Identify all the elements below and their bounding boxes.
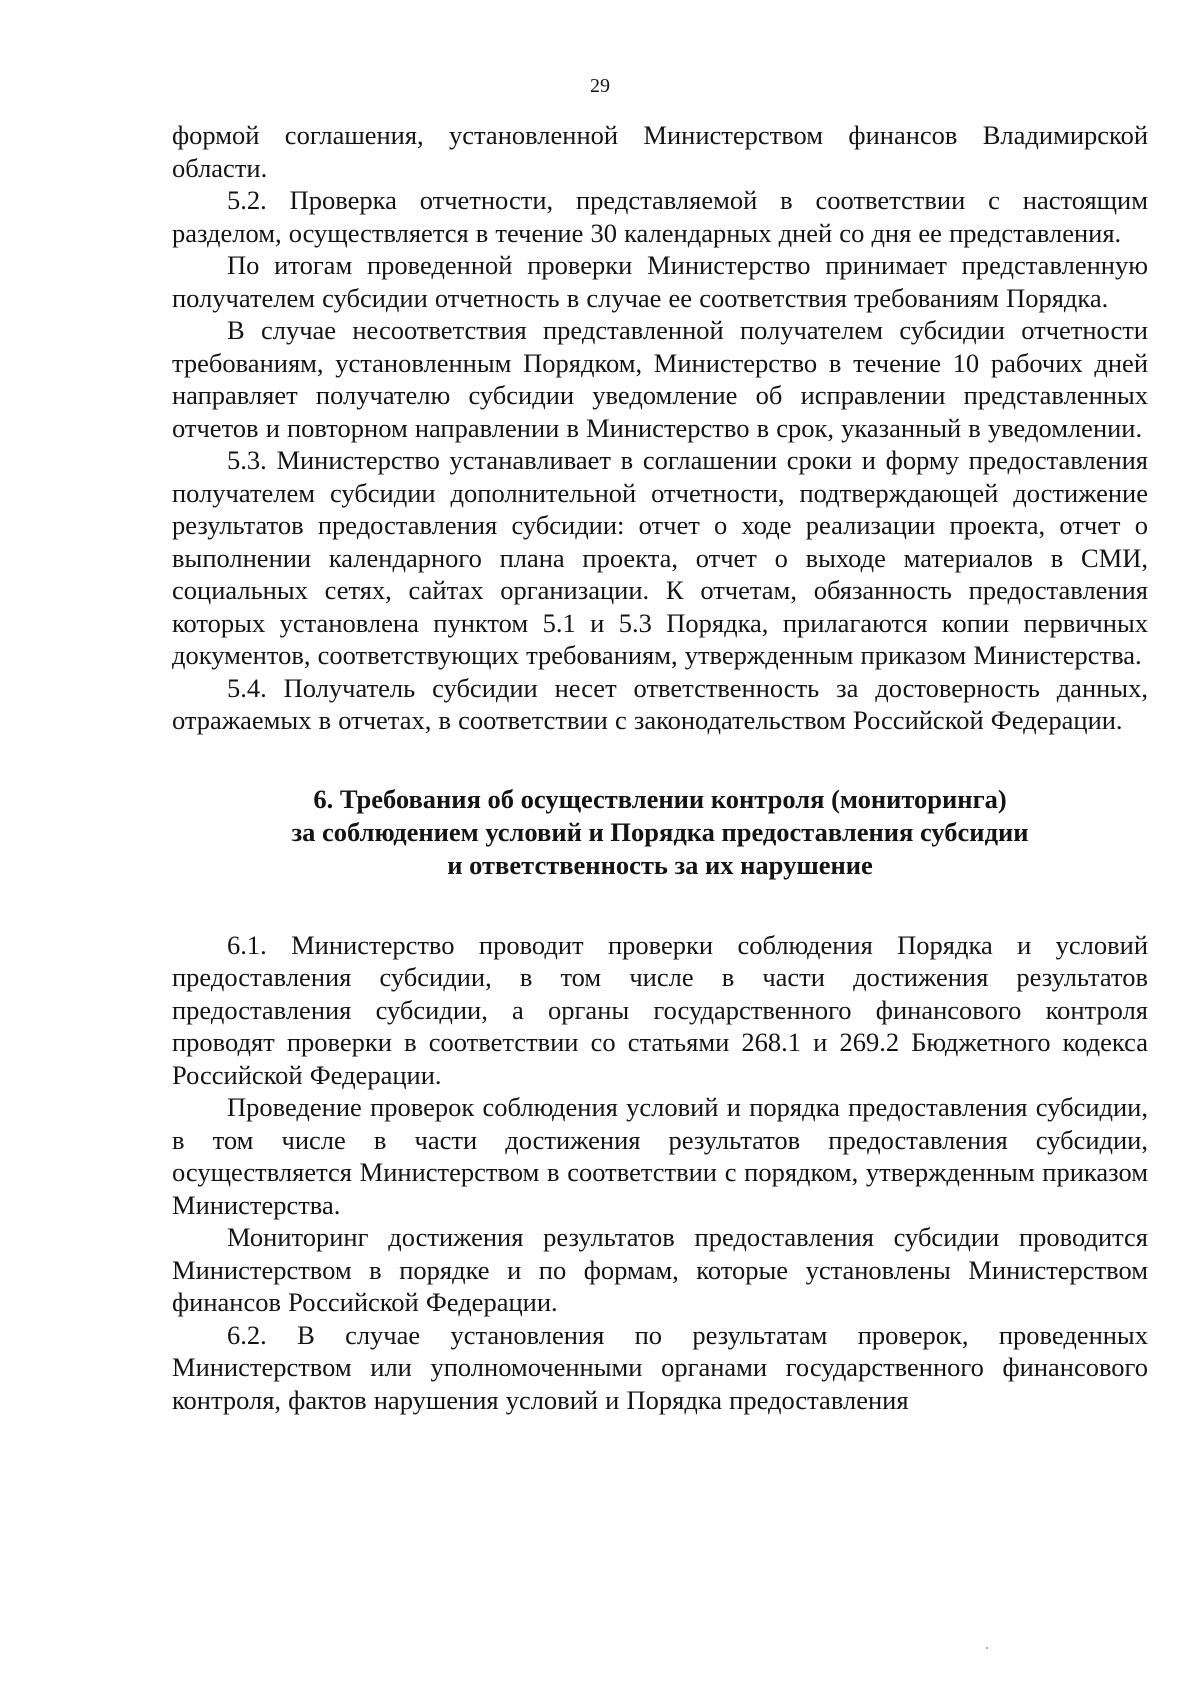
paragraph: Мониторинг достижения результатов предоставления субсидии проводится Министерством в порядке и по формам, которые установлены Министерством финансов Российской Федерации. (172, 1222, 1148, 1317)
section-heading-line: 6. Требования об осуществлении контроля (мониторинга) (313, 783, 1007, 814)
paragraph: В случае несоответствия представленной получателем субсидии отчетности требованиям, установленным Порядком, Министерство в течение 10 рабочих дней направляет получателю субсидии уведомление об исправлении представленных отчетов и повторном направлении в Министерство в срок, указанный в уведомлении. (172, 315, 1148, 443)
paragraph: Проведение проверок соблюдения условий и порядка предоставления субсидии, в том числе в части достижения результатов предоставления субсидии, осуществляется Министерством в соответствии с порядком, утвержденным приказом Министерства. (172, 1092, 1148, 1220)
paragraph-5-4: 5.4. Получатель субсидии несет ответственность за достоверность данных, отражаемых в отчетах, в соответствии с законодательством Российской Федерации. (172, 672, 1148, 735)
section-heading-line: за соблюдением условий и Порядка предоставления субсидии (291, 816, 1029, 847)
paragraph-5-2: 5.2. Проверка отчетности, представляемой в соответствии с настоящим разделом, осуществляется в течение 30 календарных дней со дня ее представления. (172, 185, 1148, 248)
paragraphs-before-heading (172, 119, 1148, 737)
scan-speck (986, 1647, 988, 1649)
paragraph: формой соглашения, установленной Министерством финансов Владимирской области. (172, 120, 1148, 183)
section-heading-line: и ответственность за их нарушение (447, 849, 873, 880)
page-number: 29 (590, 75, 610, 97)
paragraph-5-3: 5.3. Министерство устанавливает в соглашении сроки и форму предоставления получателем субсидии дополнительной отчетности, подтверждающей достижение результатов предоставления субсидии: отчет о ходе реализации проекта, отчет о выполнении календарного плана проекта, отчет о выходе материалов в СМИ, социальных сетях, сайтах организации. К отчетам, обязанность предоставления которых установлена пунктом 5.1 и 5.3 Порядка, прилагаются копии первичных документов, соответствующих требованиям, утвержденным приказом Министерства. (172, 445, 1148, 670)
paragraph: По итогам проведенной проверки Министерство принимает представленную получателем субсидии отчетность в случае ее соответствия требованиям Порядка. (172, 250, 1148, 313)
paragraph-6-1: 6.1. Министерство проводит проверки соблюдения Порядка и условий предоставления субсидии, в том числе в части достижения результатов предоставления субсидии, а органы государственного финансового контроля проводят проверки в соответствии со статьями 268.1 и 269.2 Бюджетного кодекса Российской Федерации. (172, 929, 1148, 1090)
section-heading (172, 783, 1148, 882)
paragraphs-after-heading (172, 929, 1148, 1417)
document-body (172, 119, 1148, 1416)
paragraph-6-2: 6.2. В случае установления по результатам проверок, проведенных Министерством или уполномоченными органами государственного финансового контроля, фактов нарушения условий и Порядка предоставления (172, 1319, 1148, 1415)
